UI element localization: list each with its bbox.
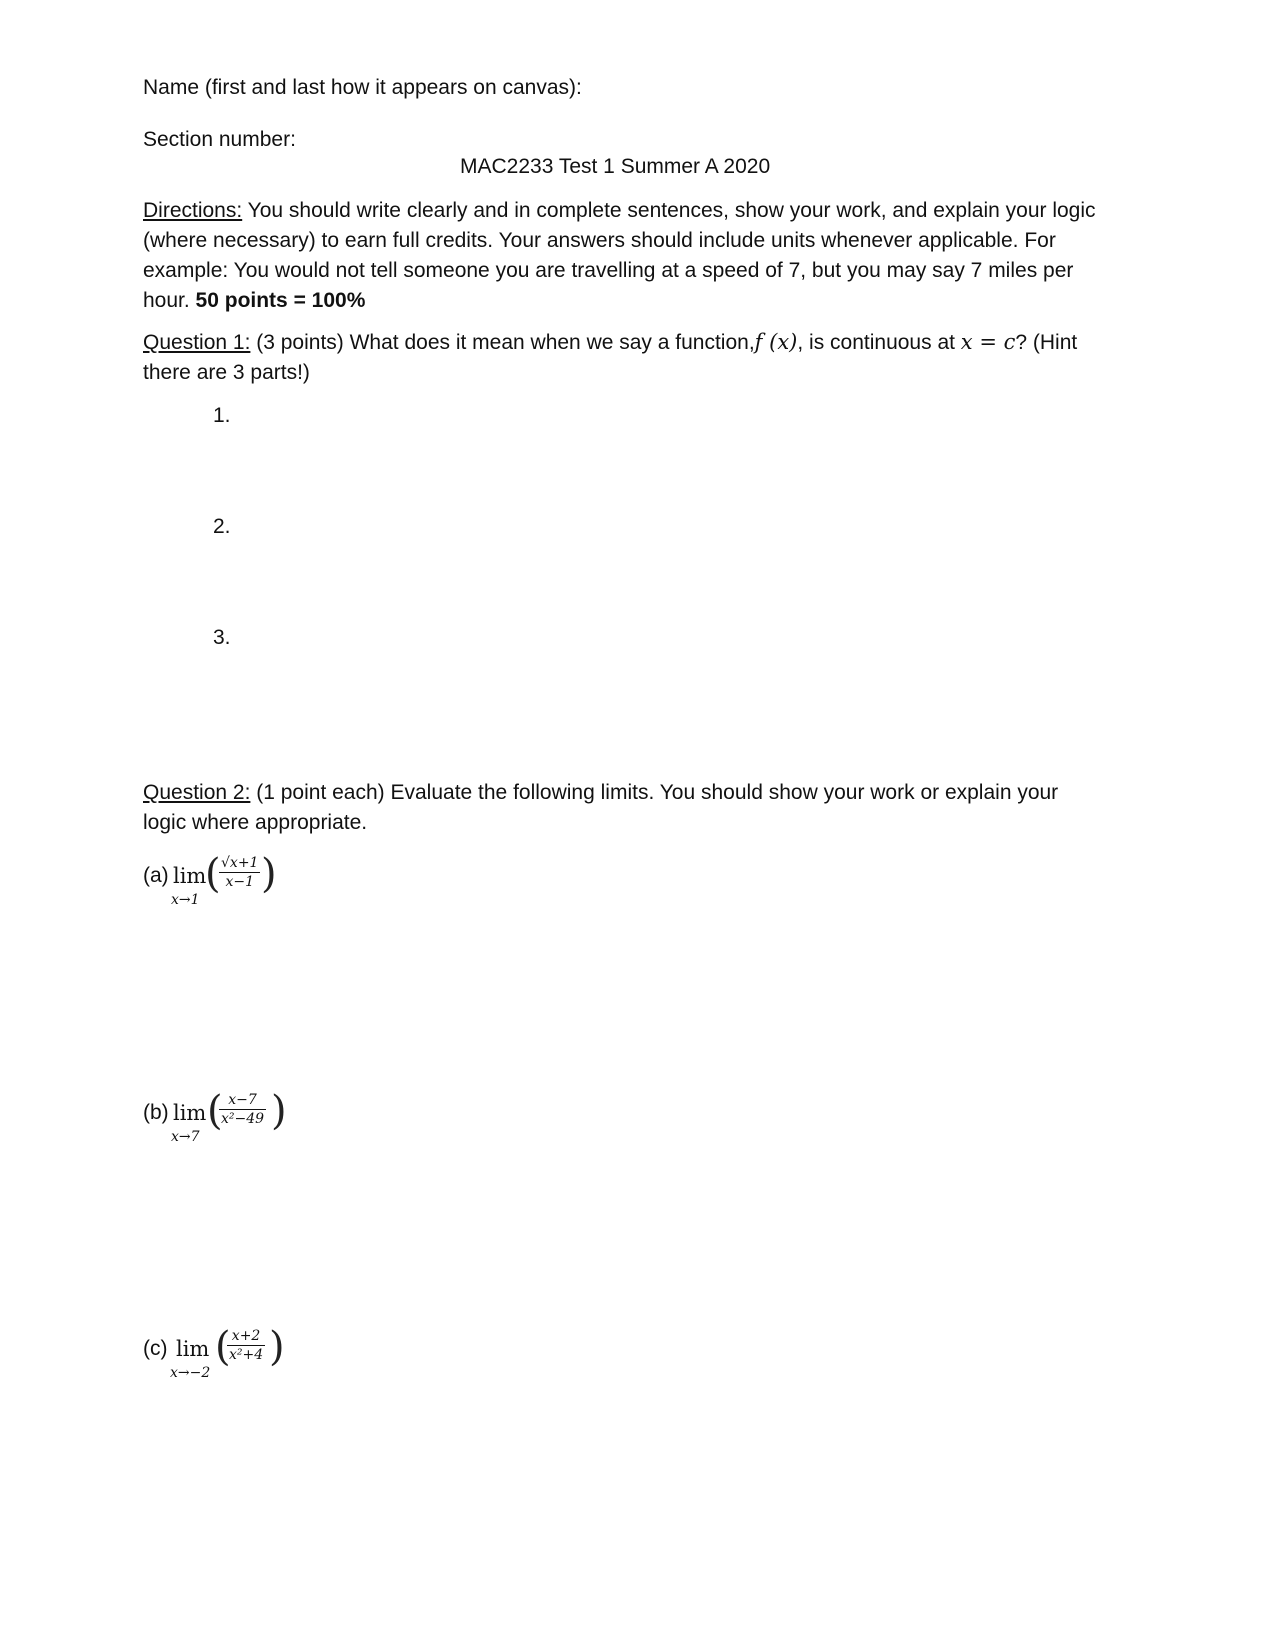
limit-a-label: (a): [143, 864, 169, 887]
question-1-text-c: ? (Hint there are 3 parts!): [143, 331, 1078, 384]
limit-c-fraction: [227, 1327, 265, 1364]
question-1-math-eq: =: [972, 330, 1004, 354]
test-title: MAC2233 Test 1 Summer A 2020: [460, 155, 771, 178]
limit-c-left-paren: (: [215, 1324, 231, 1370]
question-1-text-b: , is continuous at: [797, 331, 961, 354]
question-1-part-2: 2.: [213, 515, 231, 538]
question-1-part-3: 3.: [213, 626, 231, 649]
question-2-paragraph: [143, 778, 1103, 838]
directions-points: 50 points = 100%: [195, 289, 366, 312]
limit-c-approach: x→−2: [170, 1365, 211, 1381]
limit-b-fraction: [219, 1091, 266, 1128]
question-2-label: Question 2:: [143, 781, 251, 804]
limit-b-label: (b): [143, 1101, 169, 1124]
question-1-paragraph: [143, 327, 1103, 388]
limit-a-numerator: √x+1: [221, 855, 259, 871]
limit-c-denominator: x²+4: [229, 1347, 264, 1363]
directions-label: Directions:: [143, 199, 243, 222]
limit-c-numerator: x+2: [231, 1328, 261, 1344]
limit-c-right-paren: ): [269, 1324, 285, 1370]
limit-b-right-paren: ): [271, 1088, 287, 1134]
limit-a-fraction: [219, 854, 260, 891]
limit-b-approach: x→7: [171, 1129, 200, 1145]
question-2-text: (1 point each) Evaluate the following limits. You should show your work or explain your logic where appropriate.: [143, 781, 1059, 834]
limit-a-right-paren: ): [261, 851, 277, 897]
limit-a-denominator: x−1: [225, 874, 254, 890]
question-1-text-a: (3 points) What does it mean when we say a function,: [250, 331, 755, 354]
name-field-label: Name (first and last how it appears on canvas):: [143, 76, 582, 99]
limit-b-lim: lim: [173, 1101, 207, 1125]
question-1-math-x: x: [960, 330, 973, 354]
limit-b-left-paren: (: [207, 1088, 223, 1134]
limit-a-left-paren: (: [205, 851, 221, 897]
limit-b-denominator: x²−49: [221, 1111, 265, 1127]
section-field-label: Section number:: [143, 128, 296, 151]
limit-c-lim: lim: [176, 1337, 210, 1361]
limit-b-numerator: x−7: [228, 1092, 257, 1108]
directions-text: You should write clearly and in complete sentences, show your work, and explain your logic (where necessary) to earn full credits. Your answers should include units whenever applicable. For example: You would not tell someone you are travelling at a speed of 7, but you may say 7 miles per hour.: [143, 199, 1096, 312]
question-1-function: f (x): [754, 330, 798, 354]
directions-paragraph: [143, 196, 1103, 316]
question-1-math-c: c: [1003, 330, 1016, 354]
limit-a-approach: x→1: [171, 892, 200, 908]
question-1-part-1: 1.: [213, 404, 231, 427]
question-1-label: Question 1:: [143, 331, 251, 354]
limit-c-label: (c): [143, 1337, 168, 1360]
limit-a-lim: lim: [173, 864, 207, 888]
